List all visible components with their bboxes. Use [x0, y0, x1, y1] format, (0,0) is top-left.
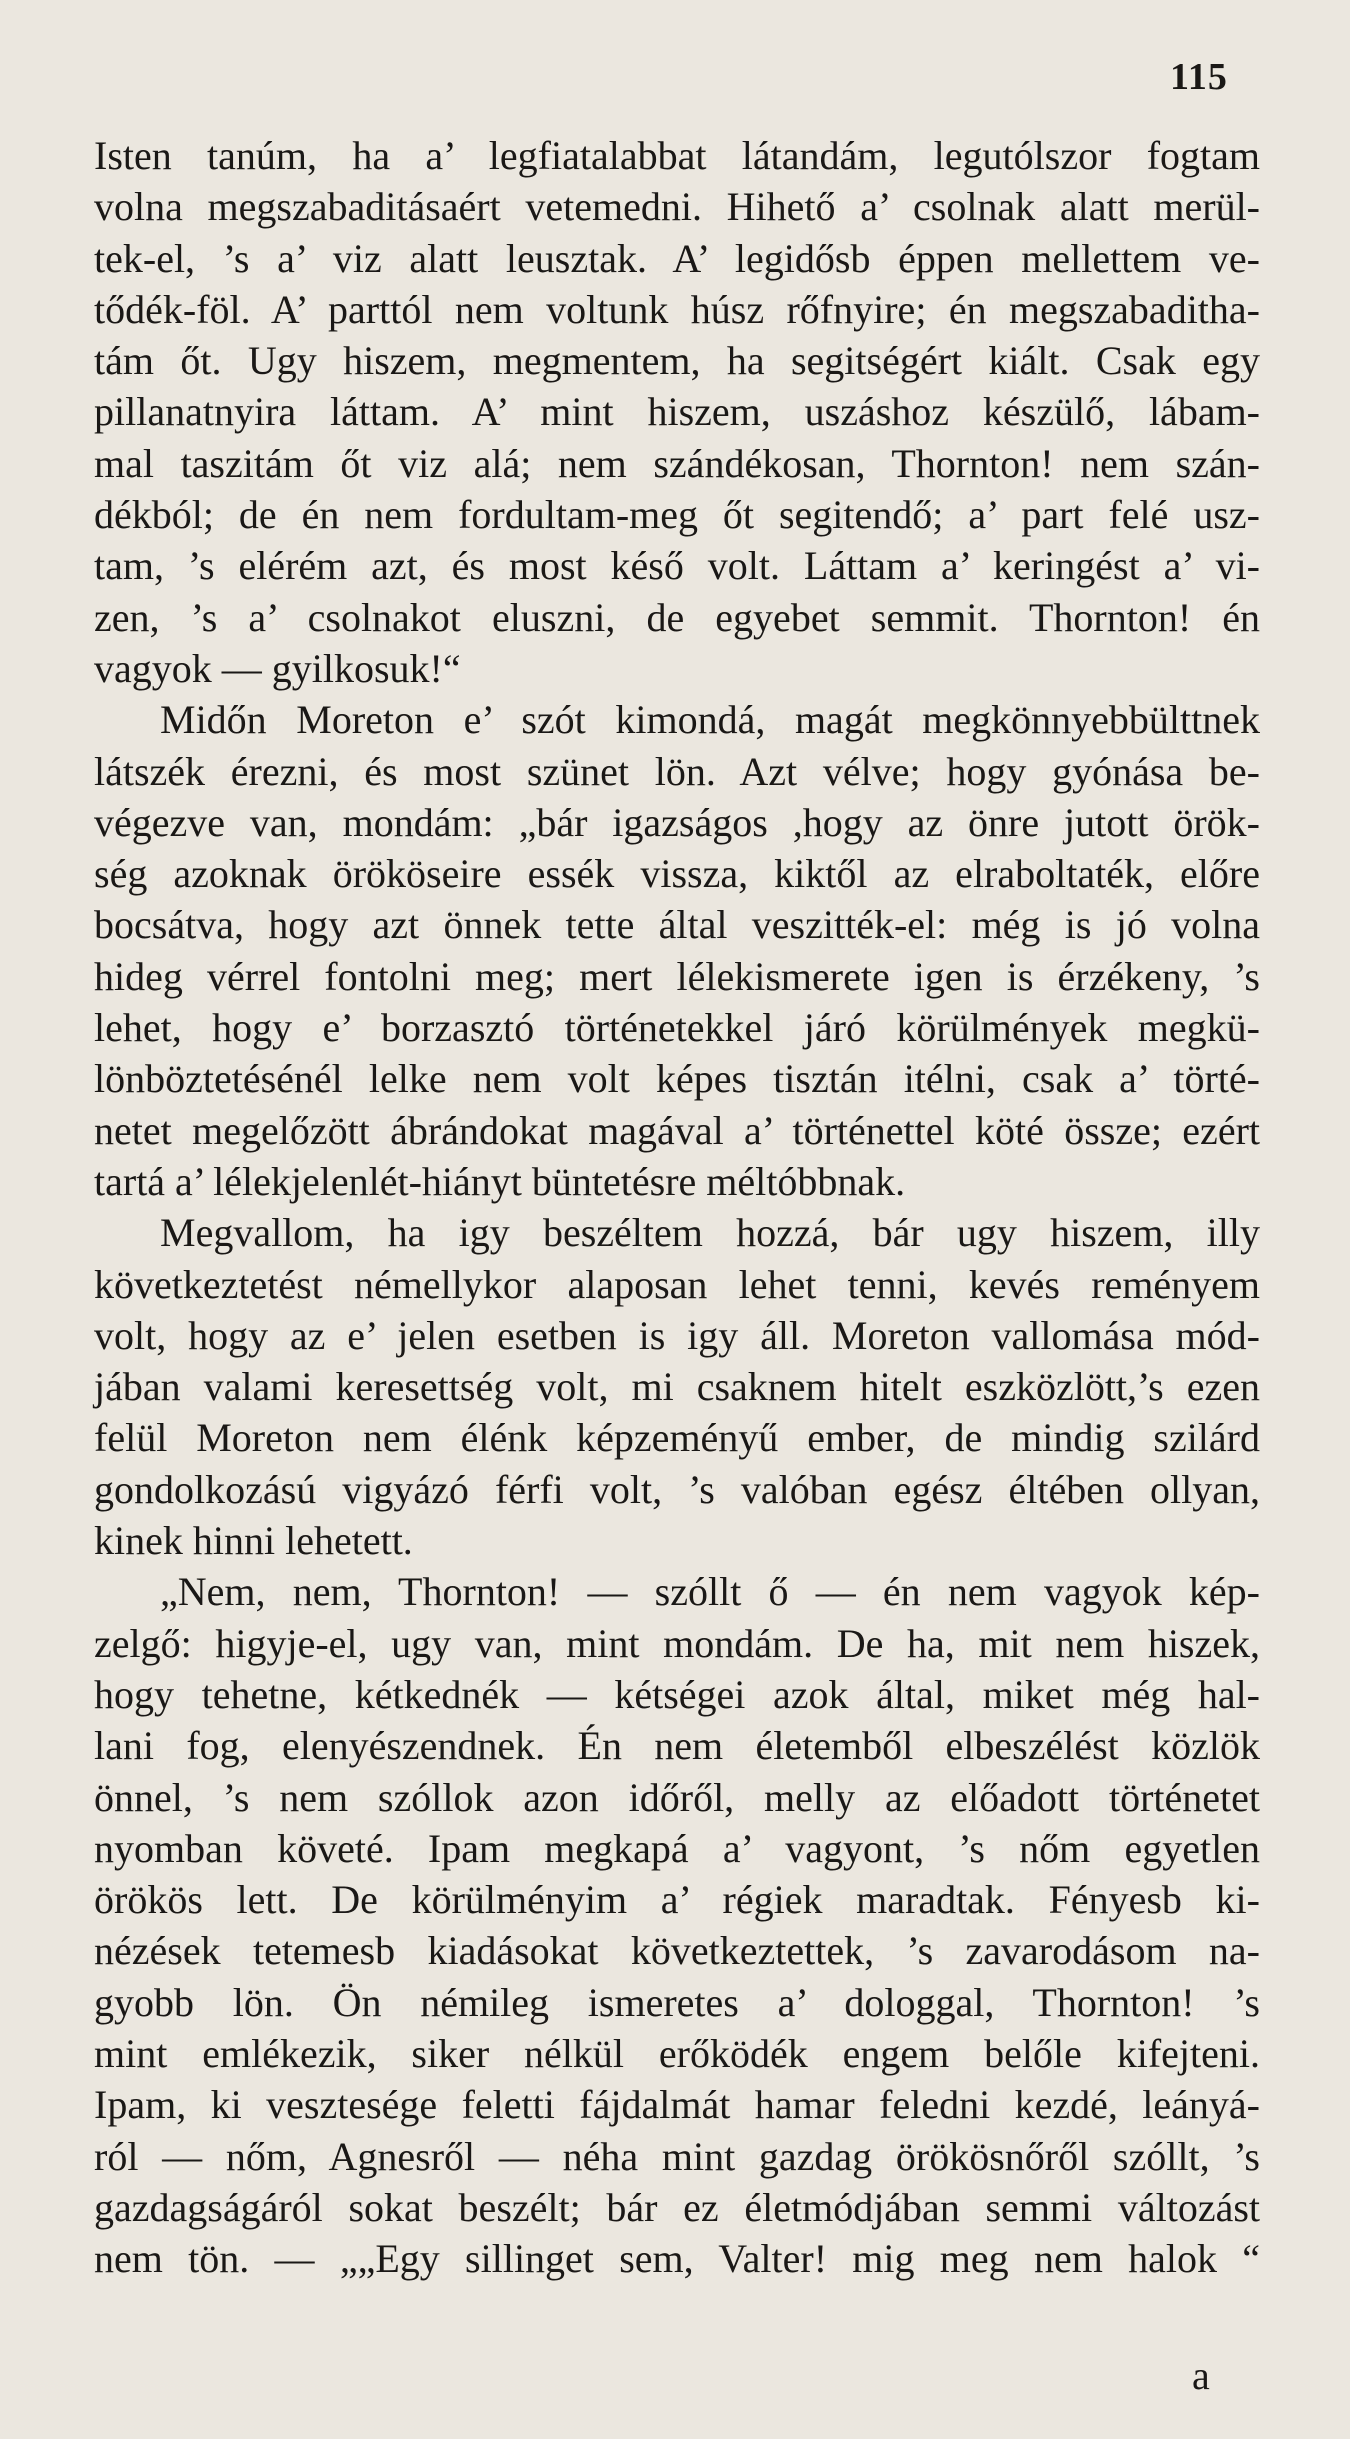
text-line: Midőn Moreton e’ szót kimondá, magát megkönnyebbülttnek — [160, 697, 1260, 743]
text-line: tődék-föl. A’ parttól nem voltunk húsz rőfnyire; én megszabaditha- — [94, 286, 1260, 332]
text-line: hogy tehetne, kétkednék — kétségei azok által, miket még hal- — [94, 1671, 1260, 1717]
text-line: lönböztetésénél lelke nem volt képes tisztán itélni, csak a’ törté- — [94, 1056, 1260, 1102]
text-line: hideg vérrel fontolni meg; mert lélekismerete igen is érzékeny, ’s — [94, 953, 1260, 999]
text-line: ség azoknak örököseire essék vissza, kiktől az elraboltaték, előre — [94, 851, 1260, 897]
text-line: nem tön. — „„Egy sillinget sem, Valter! mig meg nem halok “ — [94, 2236, 1260, 2282]
text-line: pillanatnyira láttam. A’ mint hiszem, uszáshoz készülő, lábam- — [94, 389, 1260, 435]
text-line: tám őt. Ugy hiszem, megmentem, ha segitségért kiált. Csak egy — [94, 338, 1260, 384]
text-line: felül Moreton nem élénk képzeményű ember, de mindig szilárd — [94, 1415, 1260, 1461]
text-line: végezve van, mondám: „bár igazságos ,hogy az önre jutott örök- — [94, 799, 1260, 845]
text-line: lehet, hogy e’ borzasztó történetekkel járó körülmények megkü- — [94, 1005, 1260, 1051]
body-text — [94, 130, 1260, 2284]
text-line: Megvallom, ha igy beszéltem hozzá, bár ugy hiszem, illy — [160, 1210, 1260, 1256]
text-line: gazdagságáról sokat beszélt; bár ez életmódjában semmi változást — [94, 2184, 1260, 2230]
catchword: a — [1192, 2353, 1210, 2398]
text-line: zen, ’s a’ csolnakot eluszni, de egyebet semmit. Thornton! én — [94, 594, 1260, 640]
text-line: volna megszabaditásaért vetemedni. Hihető a’ csolnak alatt merül- — [94, 184, 1260, 230]
text-line: vagyok — gyilkosuk!“ — [94, 645, 461, 691]
text-line: dékból; de én nem fordultam-meg őt segitendő; a’ part felé usz- — [94, 492, 1260, 538]
text-line: látszék érezni, és most szünet lön. Azt vélve; hogy gyónása be- — [94, 748, 1260, 794]
text-line: ról — nőm, Agnesről — néha mint gazdag örökösnőről szóllt, ’s — [94, 2133, 1260, 2179]
text-line: bocsátva, hogy azt önnek tette által veszitték-el: még is jó volna — [94, 902, 1260, 948]
page-number: 115 — [1170, 56, 1228, 98]
text-line: mint emlékezik, siker nélkül erőködék engem belőle kifejteni. — [94, 2030, 1260, 2076]
text-line: nyomban követé. Ipam megkapá a’ vagyont, ’s nőm egyetlen — [94, 1825, 1260, 1871]
text-line: lani fog, elenyészendnek. Én nem életemből elbeszélést közlök — [94, 1723, 1260, 1769]
text-line: „Nem, nem, Thornton! — szóllt ő — én nem vagyok kép- — [160, 1569, 1260, 1615]
text-line: mal taszitám őt viz alá; nem szándékosan, Thornton! nem szán- — [94, 440, 1260, 486]
text-line: következtetést némellykor alaposan lehet tenni, kevés reményem — [94, 1261, 1260, 1307]
text-line: Ipam, ki vesztesége feletti fájdalmát hamar feledni kezdé, leányá- — [94, 2082, 1260, 2128]
text-line: tartá a’ lélekjelenlét-hiányt büntetésre méltóbbnak. — [94, 1158, 906, 1204]
text-line: volt, hogy az e’ jelen esetben is igy áll. Moreton vallomása mód- — [94, 1312, 1260, 1358]
text-line: kinek hinni lehetett. — [94, 1518, 413, 1564]
text-line: jában valami keresettség volt, mi csaknem hitelt eszközlött,’s ezen — [94, 1364, 1260, 1410]
text-line: zelgő: higyje-el, ugy van, mint mondám. De ha, mit nem hiszek, — [94, 1620, 1260, 1666]
text-line: önnel, ’s nem szóllok azon időről, melly az előadott történetet — [94, 1774, 1260, 1820]
text-line: gyobb lön. Ön némileg ismeretes a’ dologgal, Thornton! ’s — [94, 1979, 1260, 2025]
text-line: tek-el, ’s a’ viz alatt leusztak. A’ legidősb éppen mellettem ve- — [94, 235, 1260, 281]
text-line: tam, ’s elérém azt, és most késő volt. Láttam a’ keringést a’ vi- — [94, 543, 1260, 589]
text-line: Isten tanúm, ha a’ legfiatalabbat látandám, legutólszor fogtam — [94, 133, 1260, 178]
text-line: örökös lett. De körülményim a’ régiek maradtak. Fényesb ki- — [94, 1877, 1260, 1923]
text-line: gondolkozású vigyázó férfi volt, ’s valóban egész éltében ollyan, — [94, 1466, 1260, 1512]
text-line: netet megelőzött ábrándokat magával a’ történettel köté össze; ezért — [94, 1107, 1260, 1153]
text-line: nézések tetemesb kiadásokat következtettek, ’s zavarodásom na- — [94, 1928, 1260, 1974]
